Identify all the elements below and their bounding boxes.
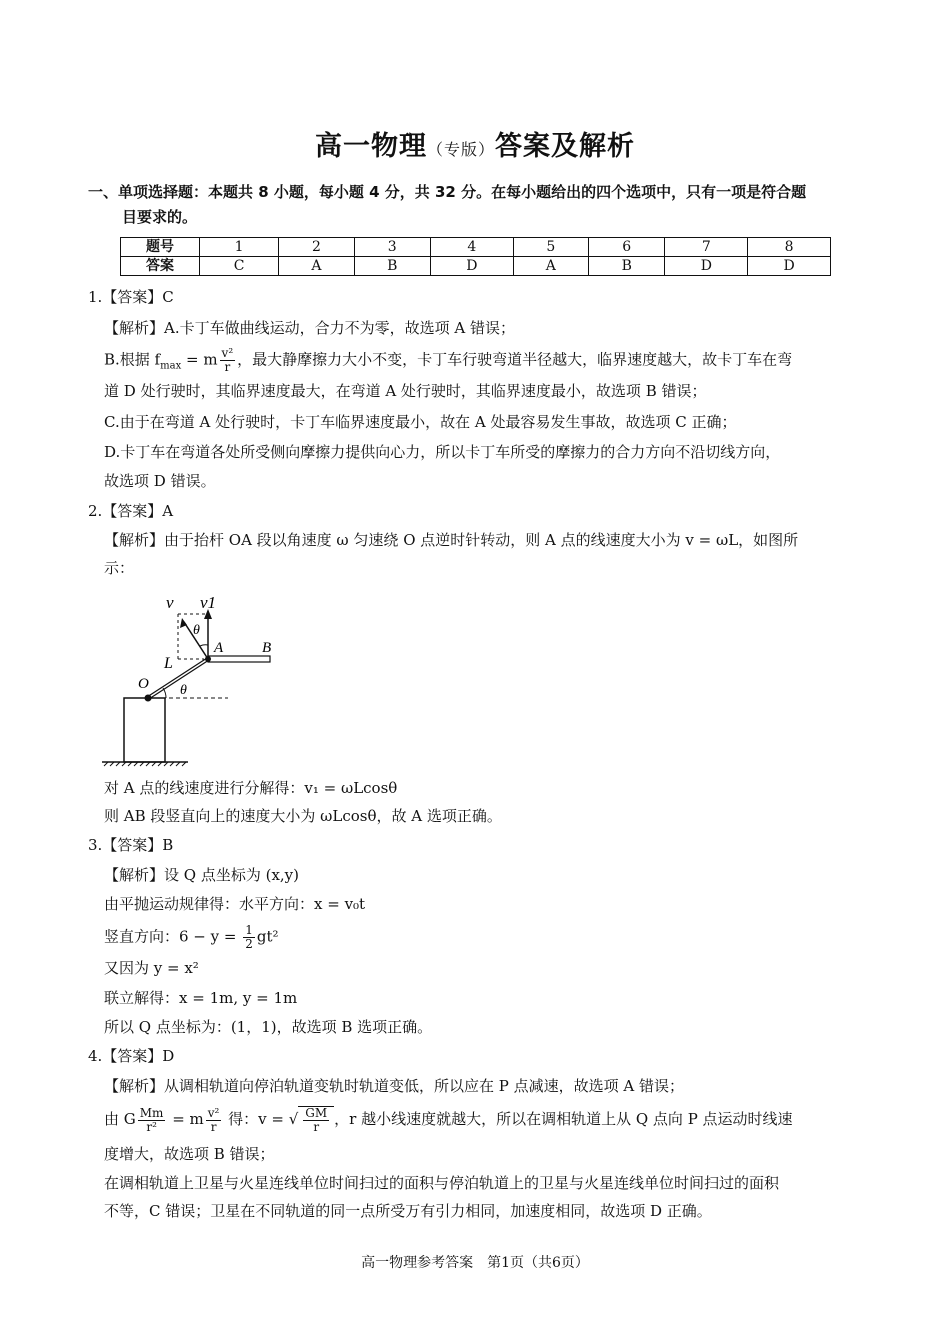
label-b: B (262, 640, 272, 656)
title-suffix: 答案及解析 (495, 131, 635, 162)
q4-fraction-gravity: $\frac{Mm}{\text{r²}}$ (139, 1105, 164, 1134)
q2-answer: 2.【答案】A (88, 502, 174, 520)
q4-analysis-l3: 度增大，故选项 B 错误； (104, 1145, 275, 1163)
q1-fraction: $\frac{\text{v²}}{r}$ (221, 346, 234, 374)
table-cell: A (513, 257, 588, 276)
table-cell: D (665, 257, 748, 276)
label-v1: v1 (200, 593, 217, 612)
q1-analysis-d1: D.卡丁车在弯道各处所受侧向摩擦力提供向心力，所以卡丁车所受的摩擦力的合力方向不沿切线方向， (104, 443, 781, 461)
q3-answer: 3.【答案】B (88, 836, 174, 854)
q3-analysis-l3: 竖直方向：6 − y = $\frac{1}{2}$ gt² (104, 923, 279, 951)
table-cell: 8 (748, 238, 831, 257)
q4-fraction-centripetal: $\frac{\text{v²}}{r}$ (207, 1105, 220, 1134)
velocity-decomposition-diagram (100, 588, 280, 768)
page-footer: 高一物理参考答案 第1页（共6页） (361, 1255, 589, 1271)
q1-answer: 1.【答案】C (88, 288, 174, 306)
angle-arc-a (200, 645, 208, 646)
q3-analysis-l6: 所以 Q 点坐标为：(1，1)，故选项 B 选项正确。 (104, 1018, 433, 1036)
q1-analysis-a: 【解析】A.卡丁车做曲线运动，合力不为零，故选项 A 错误； (104, 319, 515, 337)
table-cell: 5 (513, 238, 588, 257)
q1-b-post: ，最大静摩擦力大小不变，卡丁车行驶弯道半径越大，临界速度越大，故卡丁车在弯 (237, 350, 793, 369)
velocity-v-arrowhead (180, 618, 187, 628)
q1-b-text: B.根据 f (104, 350, 161, 369)
table-cell: 1 (200, 238, 279, 257)
section-heading-line2: 目要求的。 (122, 208, 198, 226)
title-main: 高一物理 (314, 131, 427, 162)
q1-analysis-b2: 道 D 处行驶时，其临界速度最大，在弯道 A 处行驶时，其临界速度最小，故选项 B 错误； (104, 382, 707, 400)
q1-analysis-d2: 故选项 D 错误。 (104, 472, 216, 490)
table-header-number: 题号 (121, 238, 200, 257)
table-cell: B (354, 257, 430, 276)
table-cell: D (748, 257, 831, 276)
answer-table-row-numbers (121, 238, 831, 257)
q4-answer: 4.【答案】D (88, 1047, 175, 1065)
table-cell: C (200, 257, 279, 276)
label-theta-bottom: θ (180, 683, 187, 698)
table-cell: 3 (354, 238, 430, 257)
label-o: O (138, 676, 149, 692)
q1-b-sub: max (160, 360, 182, 372)
table-header-answer: 答案 (121, 257, 200, 276)
label-l: L (164, 655, 173, 672)
pillar (124, 698, 165, 762)
table-cell: 7 (665, 238, 748, 257)
section-heading-line1: 一、单项选择题：本题共 8 小题，每小题 4 分，共 32 分。在每小题给出的四个选项中，只有一项是符合题 (88, 183, 807, 201)
q3-analysis-l5: 联立解得：x = 1m, y = 1m (104, 989, 298, 1007)
answer-table (120, 237, 831, 276)
label-a: A (214, 640, 224, 656)
q2-analysis-l4: 则 AB 段竖直向上的速度大小为 ωLcosθ，故 A 选项正确。 (104, 807, 502, 825)
q4-analysis-l4: 在调相轨道上卫星与火星连线单位时间扫过的面积与停泊轨道上的卫星与火星连线单位时间扫过的面积 (104, 1174, 780, 1192)
q3-analysis-l1: 【解析】设 Q 点坐标为 (x,y) (104, 866, 300, 884)
label-theta-top: θ (193, 623, 200, 638)
q1-b-eq: = m (181, 350, 218, 369)
table-cell: D (430, 257, 513, 276)
label-v: v (166, 593, 174, 612)
section-heading (88, 180, 863, 230)
q1-analysis-c: C.由于在弯道 A 处行驶时，卡丁车临界速度最小，故在 A 处最容易发生事故，故选项 C 正确； (104, 413, 737, 431)
table-cell: 4 (430, 238, 513, 257)
q3-analysis-l2: 由平抛运动规律得：水平方向：x = v₀t (104, 895, 366, 913)
pivot-o (145, 695, 152, 702)
q3-analysis-l4: 又因为 y = x² (104, 959, 199, 977)
q4-sqrt: $\frac{GM}{r}$ (298, 1106, 334, 1134)
rod-ab (208, 656, 270, 662)
q3-fraction: $\frac{1}{2}$ (245, 923, 253, 951)
q4-analysis-l5: 不等，C 错误；卫星在不同轨道的同一点所受万有引力相同，加速度相同，故选项 D 正确。 (104, 1202, 712, 1220)
title-edition: （专版） (426, 140, 495, 159)
q1-analysis-b (104, 347, 792, 378)
table-cell: B (589, 257, 665, 276)
answer-table-row-answers (121, 257, 831, 276)
q2-analysis-l2: 示： (104, 559, 135, 577)
page-title (0, 124, 950, 163)
q4-analysis-l1: 【解析】从调相轨道向停泊轨道变轨时轨道变低，所以应在 P 点减速，故选项 A 错误； (104, 1077, 685, 1095)
q2-analysis-l3: 对 A 点的线速度进行分解得：v₁ = ωLcosθ (104, 779, 398, 797)
q2-analysis-l1: 【解析】由于抬杆 OA 段以角速度 ω 匀速绕 O 点逆时针转动，则 A 点的线速度大小为 v = ωL，如图所 (104, 531, 799, 549)
q4-analysis-l2: 由 G $\frac{Mm}{\text{r²}}$ = m $\frac{\text{v²}}{r}$ 得：v = √ $\frac{GM}{r}$ ，r 越小线速度就越大，所以在调相轨道上从 Q 点向 P 点运动时线速 (104, 1105, 793, 1134)
table-cell: A (279, 257, 354, 276)
table-cell: 2 (279, 238, 354, 257)
table-cell: 6 (589, 238, 665, 257)
